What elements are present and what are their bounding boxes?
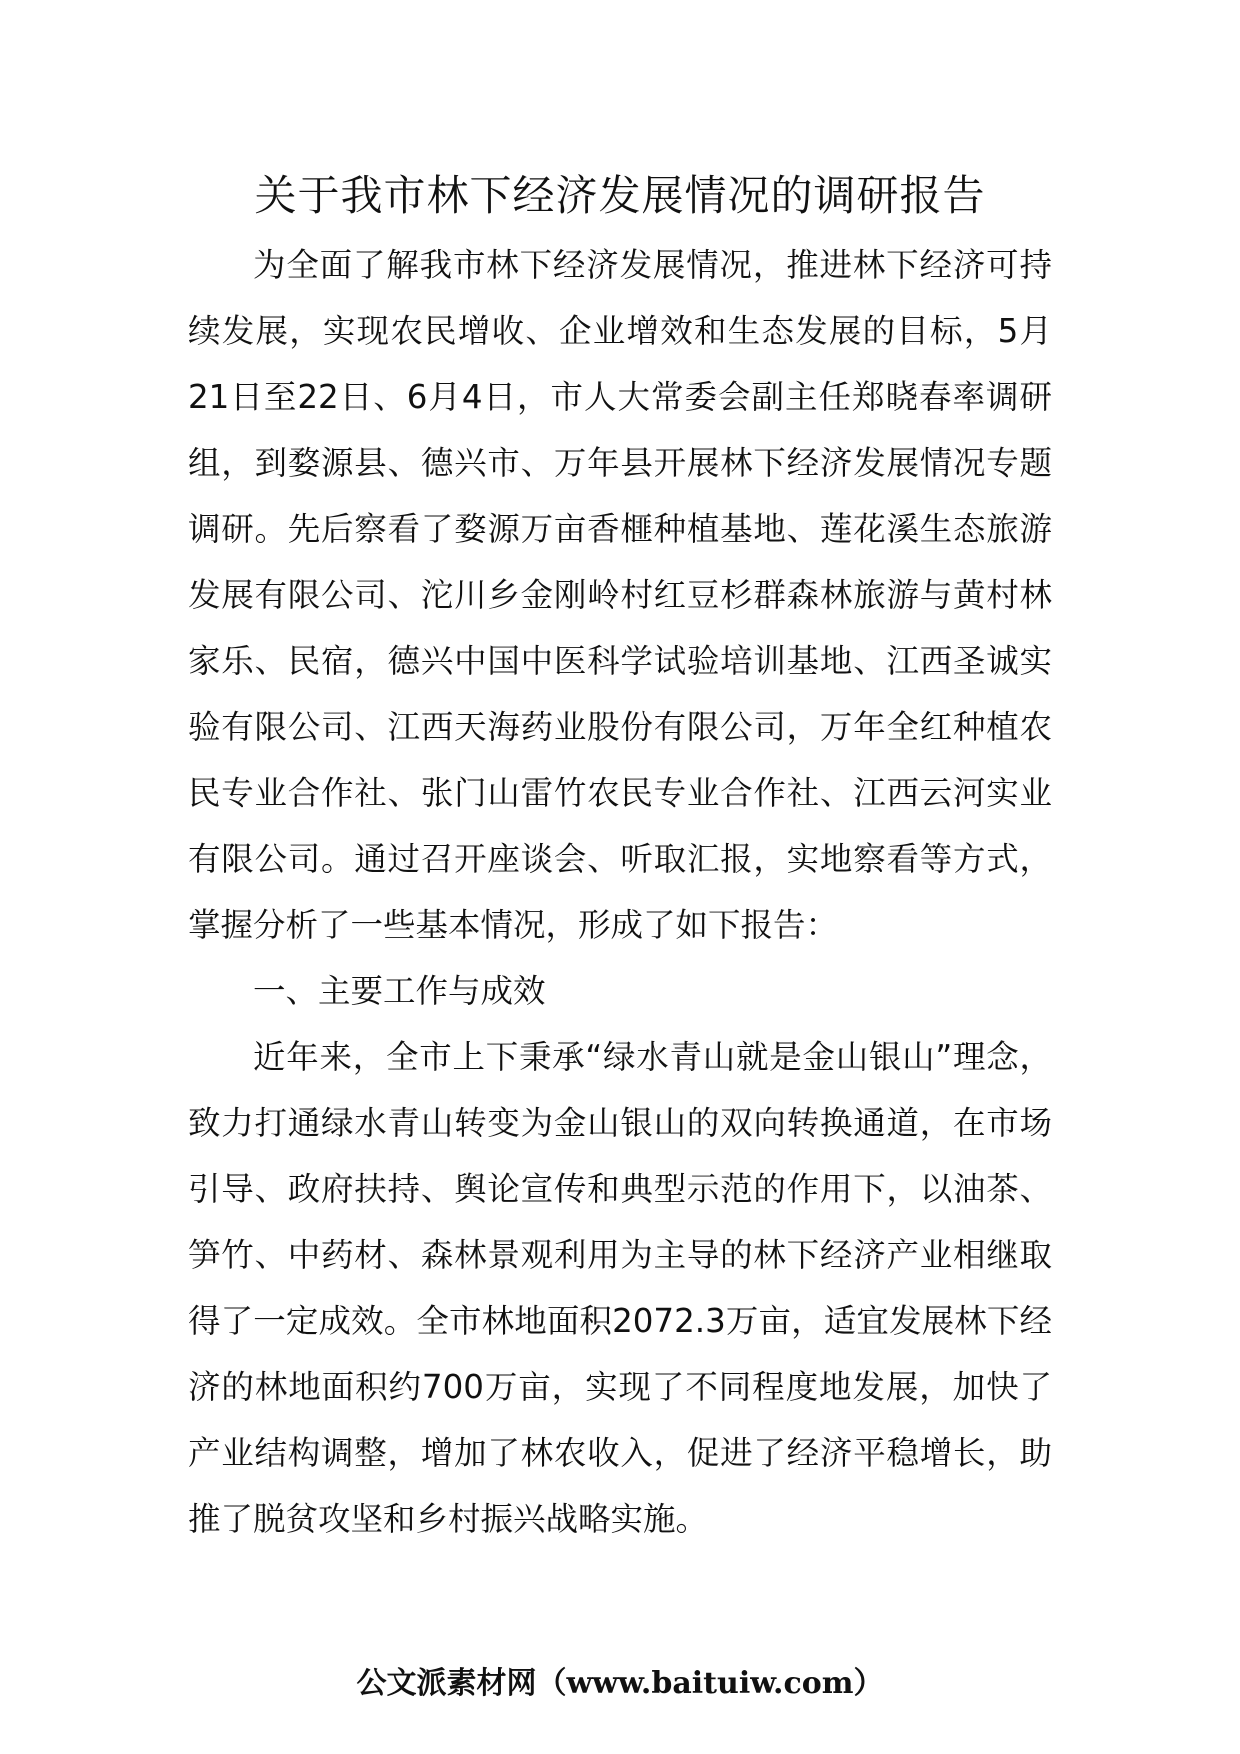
document-title: 关于我市林下经济发展情况的调研报告 (254, 171, 986, 220)
document-body (188, 232, 1052, 1552)
footer-watermark: 公文派素材网（www.baituiw.com） (356, 1666, 884, 1701)
intro-paragraph: 为全面了解我市林下经济发展情况，推进林下经济可持续发展，实现农民增收、企业增效和生态发展的目标，5月21日至22日、6月4日，市人大常委会副主任郑晓春率调研组，到婺源县、德兴市、万年县开展林下经济发展情况专题调研。先后察看了婺源万亩香榧种植基地、莲花溪生态旅游发展有限公司、沱川乡金刚岭村红豆杉群森林旅游与黄村林家乐、民宿，德兴中国中医科学试验培训基地、江西圣诚实验有限公司、江西天海药业股份有限公司，万年全红种植农民专业合作社、张门山雷竹农民专业合作社、江西云河实业有限公司。通过召开座谈会、听取汇报，实地察看等方式，掌握分析了一些基本情况，形成了如下报告： (188, 246, 1052, 944)
section-heading: 一、主要工作与成效 (253, 972, 546, 1010)
section-paragraph: 近年来，全市上下秉承“绿水青山就是金山银山”理念，致力打通绿水青山转变为金山银山的双向转换通道，在市场引导、政府扶持、舆论宣传和典型示范的作用下，以油茶、笋竹、中药材、森林景观利用为主导的林下经济产业相继取得了一定成效。全市林地面积2072.3万亩，适宜发展林下经济的林地面积约700万亩，实现了不同程度地发展，加快了产业结构调整，增加了林农收入，促进了经济平稳增长，助推了脱贫攻坚和乡村振兴战略实施。 (188, 1038, 1052, 1538)
